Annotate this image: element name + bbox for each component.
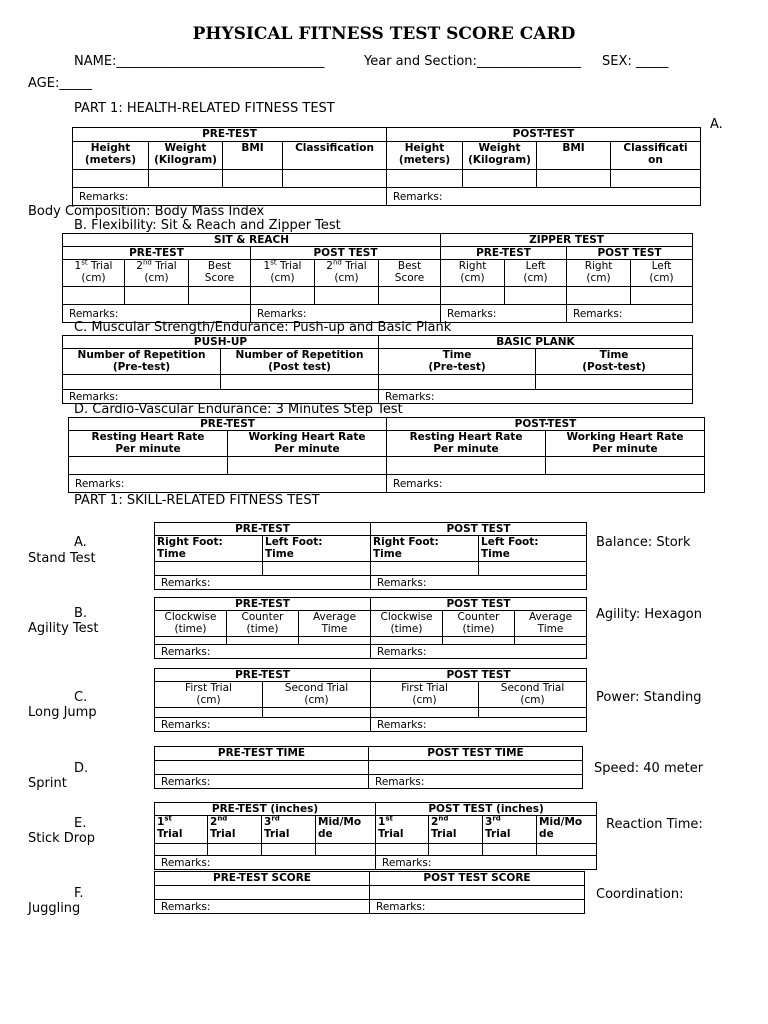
bmi-table [72, 127, 701, 206]
bmi-pre-height-cell[interactable] [73, 170, 149, 188]
reaction-cell[interactable] [483, 844, 537, 856]
bmi-pre-weight-cell[interactable] [149, 170, 223, 188]
sex-field[interactable]: SEX: _____ [602, 54, 669, 69]
sr-pre-trial2: 2nd Trial (cm) [125, 260, 189, 287]
part2-heading: PART 1: SKILL-RELATED FITNESS TEST [74, 493, 320, 508]
pushup-header: PUSH-UP [63, 336, 379, 349]
bmi-pre-class-cell[interactable] [283, 170, 387, 188]
reaction-post-trial3: 3rd Trial [483, 816, 537, 844]
sr-post-trial1: 1st Trial (cm) [251, 260, 315, 287]
agility-post-average: Average Time [528, 611, 573, 635]
part1-heading: PART 1: HEALTH-RELATED FITNESS TEST [74, 101, 335, 116]
cardio-post-header: POST-TEST [387, 418, 705, 431]
bmi-post-remarks[interactable]: Remarks: [387, 188, 701, 206]
reaction-post-mid: Mid/Mo de [539, 816, 583, 840]
zip-pre-right: Right (cm) [441, 260, 505, 287]
speed-pre-header: PRE-TEST TIME [155, 747, 369, 761]
coord-cell[interactable] [370, 886, 585, 900]
power-post-remarks[interactable]: Remarks: [371, 718, 587, 732]
cardio-pre-remarks[interactable]: Remarks: [69, 475, 387, 493]
section-a-letter: A. [710, 117, 723, 132]
power-pre-first: First Trial (cm) [185, 682, 232, 706]
power-cell[interactable] [479, 708, 587, 718]
power-pre-header: PRE-TEST [155, 669, 371, 682]
skill-a-letter: A. [74, 535, 87, 550]
section-a-title: Body Composition: Body Mass Index [28, 204, 265, 219]
reaction-post-trial2: 2nd Trial [429, 816, 483, 844]
reaction-cell[interactable] [376, 844, 429, 856]
reaction-pre-remarks[interactable]: Remarks: [155, 856, 376, 870]
zip-post-left: Left (cm) [631, 260, 693, 287]
coord-post-header: POST TEST SCORE [370, 872, 585, 886]
flex-cell[interactable] [125, 287, 189, 305]
reaction-cell[interactable] [537, 844, 597, 856]
balance-pre-right: Right Foot: Time [157, 536, 223, 560]
power-pre-remarks[interactable]: Remarks: [155, 718, 371, 732]
bmi-post-height-cell[interactable] [387, 170, 463, 188]
strength-cell[interactable] [221, 375, 379, 390]
cardio-pre-header: PRE-TEST [69, 418, 387, 431]
skill-f-label: Juggling [28, 901, 81, 916]
bmi-post-class: Classificati on [623, 142, 688, 166]
skill-d-label: Sprint [28, 776, 67, 791]
power-post-first: First Trial (cm) [401, 682, 448, 706]
skill-c-letter: C. [74, 690, 88, 705]
bmi-post-height: Height (meters) [398, 142, 451, 166]
bmi-pre-bmi: BMI [241, 142, 264, 154]
bmi-pre-height: Height (meters) [84, 142, 137, 166]
cardio-pre-resting: Resting Heart Rate Per minute [91, 431, 205, 455]
balance-post-left: Left Foot: Time [481, 536, 539, 560]
balance-pre-header: PRE-TEST [155, 523, 371, 536]
power-cell[interactable] [371, 708, 479, 718]
bmi-pre-class: Classification [295, 142, 374, 154]
cardio-cell[interactable] [228, 457, 387, 475]
plank-pre-label: Time (Pre-test) [428, 349, 486, 373]
zipper-header: ZIPPER TEST [441, 234, 693, 247]
balance-cell[interactable] [263, 562, 371, 576]
agility-pre-header: PRE-TEST [155, 598, 371, 611]
flex-cell[interactable] [379, 287, 441, 305]
flex-cell[interactable] [315, 287, 379, 305]
bmi-pre-bmi-cell[interactable] [223, 170, 283, 188]
bmi-post-header: POST-TEST [387, 128, 701, 142]
agility-cell[interactable] [371, 637, 443, 645]
agility-pre-counter: Counter (time) [241, 611, 284, 635]
agility-table [154, 597, 587, 659]
skill-e-label: Stick Drop [28, 831, 96, 846]
reaction-cell[interactable] [155, 844, 208, 856]
flex-cell[interactable] [441, 287, 505, 305]
bmi-post-weight-cell[interactable] [463, 170, 537, 188]
agility-pre-remarks[interactable]: Remarks: [155, 645, 371, 659]
name-field[interactable]: NAME:________________________________ [74, 54, 325, 69]
agility-cell[interactable] [155, 637, 227, 645]
bmi-pre-weight: Weight (Kilogram) [154, 142, 217, 166]
zip-post-remarks[interactable]: Remarks: [567, 305, 693, 323]
bmi-post-class-cell[interactable] [611, 170, 701, 188]
balance-pre-left: Left Foot: Time [265, 536, 323, 560]
skill-a-label: Stand Test [28, 551, 96, 566]
power-cell[interactable] [155, 708, 263, 718]
skill-e-right-label: Reaction Time: [606, 817, 703, 832]
pushup-remarks[interactable]: Remarks: [63, 390, 379, 404]
agility-pre-clockwise: Clockwise (time) [164, 611, 217, 635]
year-section-field[interactable]: Year and Section:________________ [364, 54, 581, 69]
sr-post-best: Best Score [379, 260, 441, 287]
zip-pre-header: PRE-TEST [441, 247, 567, 260]
sr-pre-remarks[interactable]: Remarks: [63, 305, 251, 323]
page-title: PHYSICAL FITNESS TEST SCORE CARD [192, 24, 576, 44]
reaction-post-header: POST TEST (inches) [376, 803, 597, 816]
bmi-pre-remarks[interactable]: Remarks: [73, 188, 387, 206]
plank-post-label: Time (Post-test) [582, 349, 646, 373]
skill-b-label: Agility Test [28, 621, 99, 636]
speed-pre-remarks[interactable]: Remarks: [155, 775, 369, 789]
sit-reach-header: SIT & REACH [63, 234, 441, 247]
cardio-post-resting: Resting Heart Rate Per minute [409, 431, 523, 455]
reaction-post-trial1: 1st Trial [376, 816, 429, 844]
strength-cell[interactable] [63, 375, 221, 390]
pushup-pre-label: Number of Repetition (Pre-test) [77, 349, 206, 373]
balance-table [154, 522, 587, 590]
age-field[interactable]: AGE:_____ [28, 76, 92, 91]
flex-cell[interactable] [251, 287, 315, 305]
reaction-pre-mid: Mid/Mo de [318, 816, 362, 840]
agility-cell[interactable] [299, 637, 371, 645]
speed-post-header: POST TEST TIME [369, 747, 583, 761]
strength-cell[interactable] [379, 375, 536, 390]
skill-d-letter: D. [74, 761, 89, 776]
coord-cell[interactable] [155, 886, 370, 900]
agility-post-clockwise: Clockwise (time) [380, 611, 433, 635]
agility-post-remarks[interactable]: Remarks: [371, 645, 587, 659]
reaction-pre-trial2: 2nd Trial [208, 816, 262, 844]
balance-post-right: Right Foot: Time [373, 536, 439, 560]
zip-pre-left: Left (cm) [505, 260, 567, 287]
flex-cell[interactable] [567, 287, 631, 305]
bmi-pre-header: PRE-TEST [73, 128, 387, 142]
reaction-cell[interactable] [208, 844, 262, 856]
agility-pre-average: Average Time [312, 611, 357, 635]
speed-table [154, 746, 583, 789]
section-d-title: D. Cardio-Vascular Endurance: 3 Minutes Step Test [74, 402, 403, 417]
strength-table [62, 335, 693, 404]
agility-post-header: POST TEST [371, 598, 587, 611]
power-table [154, 668, 587, 732]
skill-e-letter: E. [74, 816, 87, 831]
skill-d-right-label: Speed: 40 meter [594, 761, 704, 776]
skill-f-right-label: Coordination: [596, 887, 684, 902]
flex-cell[interactable] [189, 287, 251, 305]
sr-post-remarks[interactable]: Remarks: [251, 305, 441, 323]
agility-post-counter: Counter (time) [457, 611, 500, 635]
skill-b-letter: B. [74, 606, 88, 621]
coord-post-remarks[interactable]: Remarks: [370, 900, 585, 914]
bmi-post-weight: Weight (Kilogram) [468, 142, 531, 166]
skill-b-right-label: Agility: Hexagon [596, 607, 702, 622]
balance-pre-remarks[interactable]: Remarks: [155, 576, 371, 590]
balance-cell[interactable] [479, 562, 587, 576]
cardio-cell[interactable] [546, 457, 705, 475]
balance-cell[interactable] [371, 562, 479, 576]
flexibility-table [62, 233, 693, 323]
reaction-pre-trial3: 3rd Trial [262, 816, 316, 844]
pushup-post-label: Number of Repetition (Post test) [235, 349, 364, 373]
reaction-post-remarks[interactable]: Remarks: [376, 856, 597, 870]
sr-pre-trial1: 1st Trial (cm) [63, 260, 125, 287]
plank-header: BASIC PLANK [379, 336, 693, 349]
agility-cell[interactable] [443, 637, 515, 645]
reaction-cell[interactable] [429, 844, 483, 856]
plank-remarks[interactable]: Remarks: [379, 390, 693, 404]
coord-pre-header: PRE-TEST SCORE [155, 872, 370, 886]
power-pre-second: Second Trial (cm) [284, 682, 349, 706]
cardio-post-working: Working Heart Rate Per minute [566, 431, 684, 455]
power-post-header: POST TEST [371, 669, 587, 682]
strength-cell[interactable] [536, 375, 693, 390]
sr-pre-header: PRE-TEST [63, 247, 251, 260]
speed-post-remarks[interactable]: Remarks: [369, 775, 583, 789]
reaction-cell[interactable] [262, 844, 316, 856]
speed-cell[interactable] [155, 761, 369, 775]
zip-post-header: POST TEST [567, 247, 693, 260]
reaction-cell[interactable] [316, 844, 376, 856]
bmi-post-bmi: BMI [562, 142, 585, 154]
section-c-title: C. Muscular Strength/Endurance: Push-up and Basic Plank [74, 320, 452, 335]
speed-cell[interactable] [369, 761, 583, 775]
reaction-table [154, 802, 597, 870]
agility-cell[interactable] [515, 637, 587, 645]
balance-post-header: POST TEST [371, 523, 587, 536]
power-cell[interactable] [263, 708, 371, 718]
flex-cell[interactable] [63, 287, 125, 305]
sr-post-header: POST TEST [251, 247, 441, 260]
balance-cell[interactable] [155, 562, 263, 576]
skill-a-right-label: Balance: Stork [596, 535, 691, 550]
flex-cell[interactable] [505, 287, 567, 305]
cardio-cell[interactable] [69, 457, 228, 475]
bmi-post-bmi-cell[interactable] [537, 170, 611, 188]
agility-cell[interactable] [227, 637, 299, 645]
cardio-table [68, 417, 705, 493]
skill-c-label: Long Jump [28, 705, 97, 720]
section-b-title: B. Flexibility: Sit & Reach and Zipper Test [74, 218, 341, 233]
zip-pre-remarks[interactable]: Remarks: [441, 305, 567, 323]
balance-post-remarks[interactable]: Remarks: [371, 576, 587, 590]
coord-pre-remarks[interactable]: Remarks: [155, 900, 370, 914]
skill-c-right-label: Power: Standing [596, 690, 702, 705]
reaction-pre-header: PRE-TEST (inches) [155, 803, 376, 816]
cardio-post-remarks[interactable]: Remarks: [387, 475, 705, 493]
reaction-pre-trial1: 1st Trial [155, 816, 208, 844]
flex-cell[interactable] [631, 287, 693, 305]
sr-pre-best: Best Score [189, 260, 251, 287]
coordination-table [154, 871, 585, 914]
zip-post-right: Right (cm) [567, 260, 631, 287]
cardio-cell[interactable] [387, 457, 546, 475]
skill-f-letter: F. [74, 886, 84, 901]
power-post-second: Second Trial (cm) [500, 682, 565, 706]
sr-post-trial2: 2nd Trial (cm) [315, 260, 379, 287]
cardio-pre-working: Working Heart Rate Per minute [248, 431, 366, 455]
